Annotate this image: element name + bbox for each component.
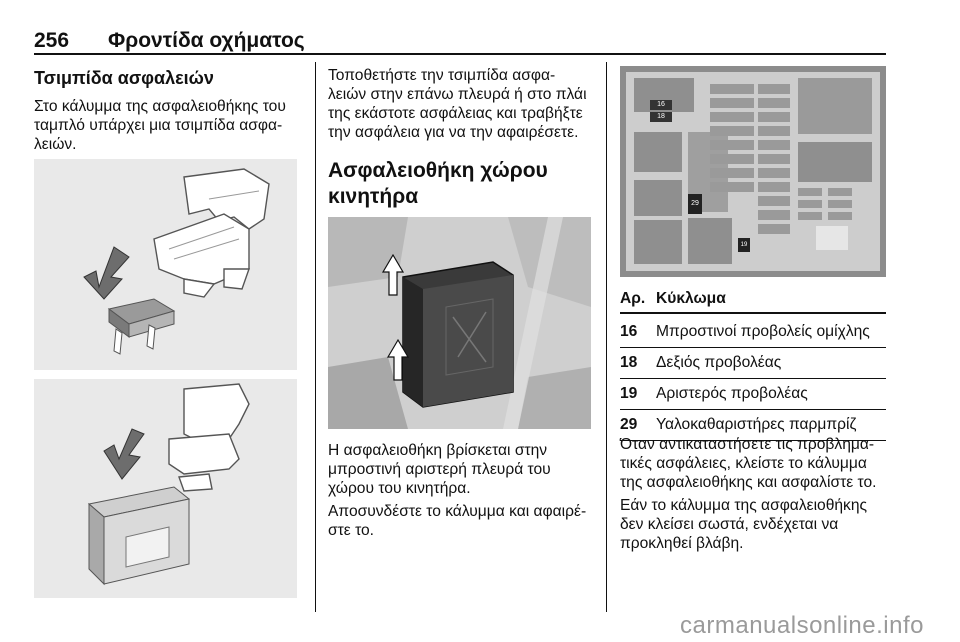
- fusebox-panel: [626, 72, 880, 271]
- fuse-slot: [758, 126, 790, 136]
- text-line: Όταν αντικαταστήσετε τις προβλημα-: [620, 436, 875, 453]
- fuse-slot: [758, 224, 790, 234]
- mini-fuse-icon: [89, 487, 189, 584]
- text-line: στε το.: [328, 522, 375, 539]
- fusebox-cover-icon: [403, 262, 513, 407]
- fuse-number: 18: [620, 354, 638, 371]
- fuse-circuit: Υαλοκαθαριστήρες παρμπρίζ: [656, 416, 857, 433]
- blade-fuse-icon: [109, 299, 174, 354]
- replace-fuses-text: [620, 435, 890, 492]
- table-row: [620, 313, 886, 348]
- text-line: Αποσυνδέστε το κάλυμμα και αφαιρέ-: [328, 503, 587, 520]
- fuse-slot: [758, 182, 790, 192]
- fuse-slot: [710, 126, 754, 136]
- fuse-slot: [828, 200, 852, 208]
- relay-block: [634, 180, 682, 216]
- fuse-slot: [710, 112, 754, 122]
- cover-warning-text: [620, 496, 890, 553]
- fuse-slot: [710, 154, 754, 164]
- fuse-label-19: 19: [738, 238, 750, 252]
- column-header-circuit: Κύκλωμα: [656, 290, 726, 307]
- fuse-slot: [710, 168, 754, 178]
- fuse-slot: [710, 98, 754, 108]
- text-line: Η ασφαλειοθήκη βρίσκεται στην: [328, 442, 548, 459]
- fuse-slot: [758, 168, 790, 178]
- text-line: χώρου του κινητήρα.: [328, 480, 471, 497]
- page-title: Φροντίδα οχήματος: [108, 29, 305, 52]
- text-line: της ασφαλειοθήκης και ασφαλίστε το.: [620, 474, 877, 491]
- fuse-extractor-figure-2: [34, 379, 297, 598]
- text-line: δεν κλείσει σωστά, ενδέχεται να: [620, 516, 839, 533]
- section-heading-engine-fusebox: [328, 158, 548, 210]
- fuse-number: 19: [620, 385, 638, 402]
- spare-slot: [816, 226, 848, 250]
- relay-block: [634, 132, 682, 172]
- fuse-circuit: Δεξιός προβολέας: [656, 354, 782, 371]
- relay-block: [688, 218, 732, 264]
- text-line: Εάν το κάλυμμα της ασφαλειοθήκης: [620, 497, 868, 514]
- watermark: carmanualsonline.info: [680, 612, 924, 639]
- fusebox-layout-diagram: [620, 66, 886, 277]
- engine-compartment-illustration: [328, 217, 591, 429]
- heading-line: Ασφαλειοθήκη χώρου: [328, 159, 548, 182]
- fuse-extractor-illustration: [34, 159, 297, 370]
- fuse-slot: [758, 98, 790, 108]
- fuse-slot: [798, 200, 822, 208]
- fuse-label-29: 29: [688, 194, 702, 214]
- text-line: μπροστινή αριστερή πλευρά του: [328, 461, 551, 478]
- text-line: λειών στην επάνω πλευρά ή στο πλάι: [328, 86, 587, 103]
- table-row: [620, 379, 886, 410]
- text-line: λειών.: [34, 136, 77, 153]
- text-line: την ασφάλεια για να την αφαιρέσετε.: [328, 124, 579, 141]
- fuse-slot: [710, 140, 754, 150]
- text-line: τικές ασφάλειες, κλείστε το κάλυμμα: [620, 455, 867, 472]
- direction-arrow-icon: [84, 247, 129, 299]
- fuse-slot: [710, 84, 754, 94]
- fuse-slot: [798, 188, 822, 196]
- fuse-slot: [758, 140, 790, 150]
- fuse-slot: [758, 112, 790, 122]
- fuse-number: 29: [620, 416, 638, 433]
- fuse-slot: [798, 212, 822, 220]
- page-number: 256: [34, 29, 70, 52]
- fusebox-location-text: [328, 441, 600, 498]
- text-line: Στο κάλυμμα της ασφαλειοθήκης του: [34, 98, 286, 115]
- relay-block: [798, 78, 872, 134]
- section-heading-fuse-extractor: Τσιμπίδα ασφαλειών: [34, 68, 214, 88]
- fuse-slot: [758, 84, 790, 94]
- text-line: προκληθεί βλάβη.: [620, 535, 744, 552]
- fuse-slot: [758, 196, 790, 206]
- table-row: [620, 348, 886, 379]
- fuse-circuit: Μπροστινοί προβολείς ομίχλης: [656, 323, 870, 340]
- column-header-number: Αρ.: [620, 290, 646, 307]
- engine-fusebox-photo: [328, 217, 591, 429]
- fuse-slot: [758, 210, 790, 220]
- text-line: ταμπλό υπάρχει μια τσιμπίδα ασφα-: [34, 117, 283, 134]
- fuse-table-header-row: [620, 290, 886, 313]
- fuse-slot: [710, 182, 754, 192]
- fuse-number: 16: [620, 323, 638, 340]
- fuse-extractor-instructions: [328, 66, 600, 142]
- remove-cover-text: [328, 502, 600, 540]
- fuse-extractor-text: [34, 97, 309, 154]
- fuse-extractor-figure-1: [34, 159, 297, 370]
- fuse-slot: [758, 154, 790, 164]
- fuse-slot: [828, 212, 852, 220]
- header-rule: [34, 53, 886, 55]
- column-divider-2: [606, 62, 607, 612]
- direction-arrow-icon: [104, 429, 144, 479]
- fuse-slot: [828, 188, 852, 196]
- heading-line: κινητήρα: [328, 185, 419, 208]
- fuse-label-18: 18: [650, 112, 672, 122]
- fuse-table: [620, 290, 886, 441]
- relay-block: [634, 220, 682, 264]
- text-line: Τοποθετήστε την τσιμπίδα ασφα-: [328, 67, 556, 84]
- relay-block: [798, 142, 872, 182]
- column-divider-1: [315, 62, 316, 612]
- fuse-label-16: 16: [650, 100, 672, 110]
- fuse-extractor-side-illustration: [34, 379, 297, 598]
- text-line: της εκάστοτε ασφάλειας και τραβήξτε: [328, 105, 583, 122]
- fuse-circuit: Αριστερός προβολέας: [656, 385, 808, 402]
